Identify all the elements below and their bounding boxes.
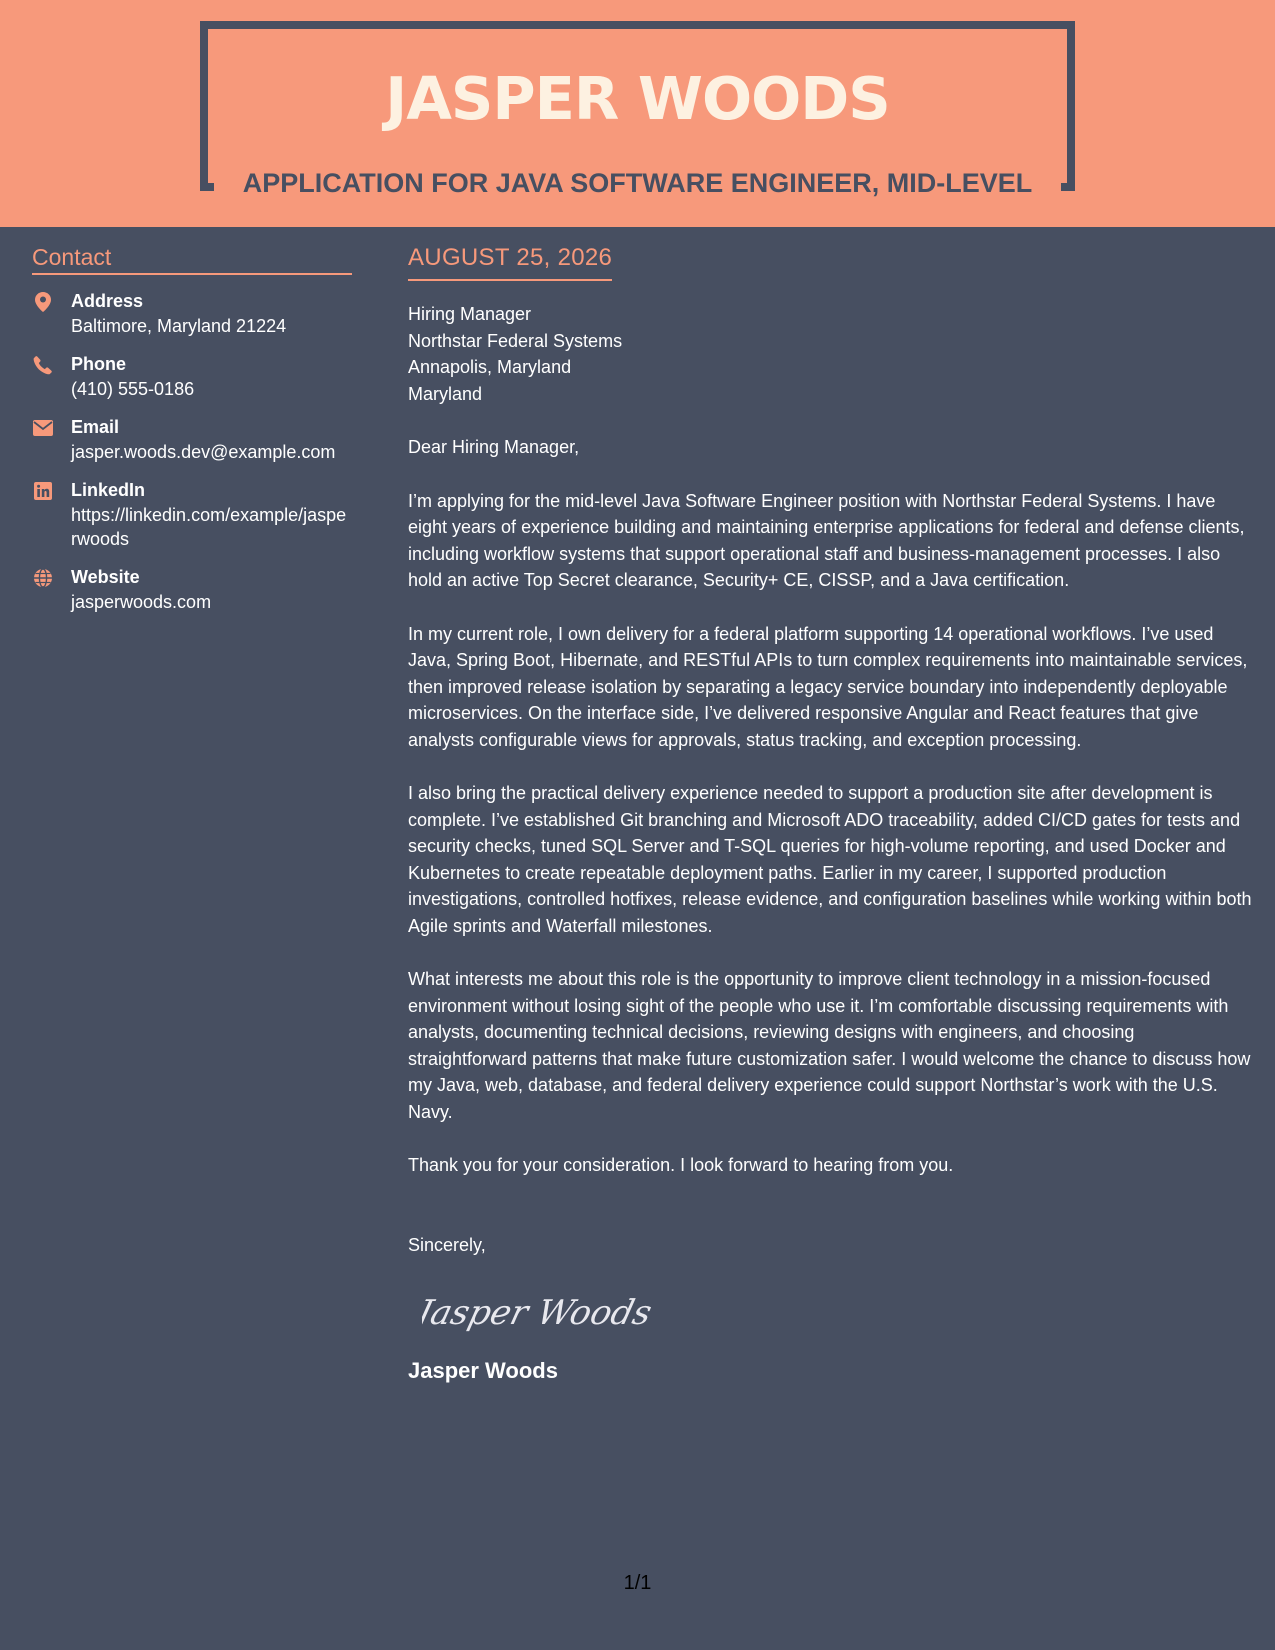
email-label: Email xyxy=(71,417,120,437)
contact-heading: Contact xyxy=(32,243,352,275)
salutation: Dear Hiring Manager, xyxy=(408,437,580,457)
recipient-block xyxy=(408,301,1253,407)
linkedin-icon xyxy=(32,480,54,502)
envelope-icon xyxy=(32,417,54,439)
linkedin-label: LinkedIn xyxy=(71,480,146,500)
email-value[interactable]: jasper.woods.dev@example.com xyxy=(71,442,336,462)
address-value: Baltimore, Maryland 21224 xyxy=(71,316,287,336)
website-label: Website xyxy=(71,567,140,587)
signer-name: Jasper Woods xyxy=(408,1358,558,1383)
letter-body xyxy=(408,243,1253,1386)
linkedin-value[interactable]: https://linkedin.com/example/jasperwoods xyxy=(71,505,347,549)
contact-item-website xyxy=(32,565,352,614)
contact-item-address xyxy=(32,289,352,338)
contact-item-email xyxy=(32,415,352,464)
phone-value: (410) 555-0186 xyxy=(71,379,195,399)
recipient-line: Northstar Federal Systems xyxy=(408,330,623,351)
letter-date: AUGUST 25, 2026 xyxy=(408,243,612,281)
phone-label: Phone xyxy=(71,354,127,374)
header-banner xyxy=(0,0,1275,227)
contact-sidebar xyxy=(32,243,352,628)
body-paragraph: In my current role, I own delivery for a federal platform supporting 14 operational workflows. I’ve used Java, Spring Boot, Hibernate, and RESTful APIs to turn complex requirements into maintainable services, then improved release isolation by separating a legacy service boundary into independently deployable microservices. On the interface side, I’ve delivered responsive Angular and React features that give analysts configurable views for approvals, status tracking, and exception processing. xyxy=(408,623,1248,750)
body-paragraph: Thank you for your consideration. I look forward to hearing from you. xyxy=(408,1155,954,1175)
recipient-line: Maryland xyxy=(408,383,483,404)
body-paragraph: I’m applying for the mid-level Java Software Engineer position with Northstar Federal Systems. I have eight years of experience building and maintaining enterprise applications for federal and defense clients, including workflow systems that support operational staff and business-management processes. I also hold an active Top Secret clearance, Security+ CE, CISSP, and a Java certification. xyxy=(408,490,1245,590)
globe-icon xyxy=(32,567,54,589)
page-number: 1/1 xyxy=(623,1572,652,1594)
website-value[interactable]: jasperwoods.com xyxy=(71,592,212,612)
body-paragraph: What interests me about this role is the opportunity to improve client technology in a mission-focused environment without losing sight of the people who use it. I’m comfortable discussing requirements with analysts, documenting technical decisions, reviewing designs with engineers, and choosing straightforward patterns that make future customization safer. I would welcome the chance to discuss how my Java, web, database, and federal delivery experience could support Northstar’s work with the U.S. Navy. xyxy=(408,969,1251,1122)
contact-item-linkedin xyxy=(32,478,352,551)
signature-text: Jasper Woods xyxy=(422,1293,656,1333)
address-label: Address xyxy=(71,291,144,311)
body-paragraph: I also bring the practical delivery experience needed to support a production site after development is complete. I’ve established Git branching and Microsoft ADO traceability, added CI/CD gates for tests and security checks, tuned SQL Server and T-SQL queries for high-volume reporting, and used Docker and Kubernetes to create repeatable deployment paths. Earlier in my career, I supported production investigations, controlled hotfixes, release evidence, and configuration baselines while working within both Agile sprints and Waterfall milestones. xyxy=(408,783,1252,936)
recipient-line: Annapolis, Maryland xyxy=(408,357,572,377)
phone-icon xyxy=(32,354,54,376)
closing-line: Sincerely, xyxy=(408,1234,486,1255)
handwritten-signature xyxy=(422,1280,1253,1342)
map-pin-icon xyxy=(32,291,54,313)
application-subtitle: APPLICATION FOR JAVA SOFTWARE ENGINEER, MID-LEVEL xyxy=(242,168,1033,198)
applicant-name: JASPER WOODS xyxy=(385,64,890,133)
recipient-line: Hiring Manager xyxy=(408,304,532,324)
contact-item-phone xyxy=(32,352,352,401)
